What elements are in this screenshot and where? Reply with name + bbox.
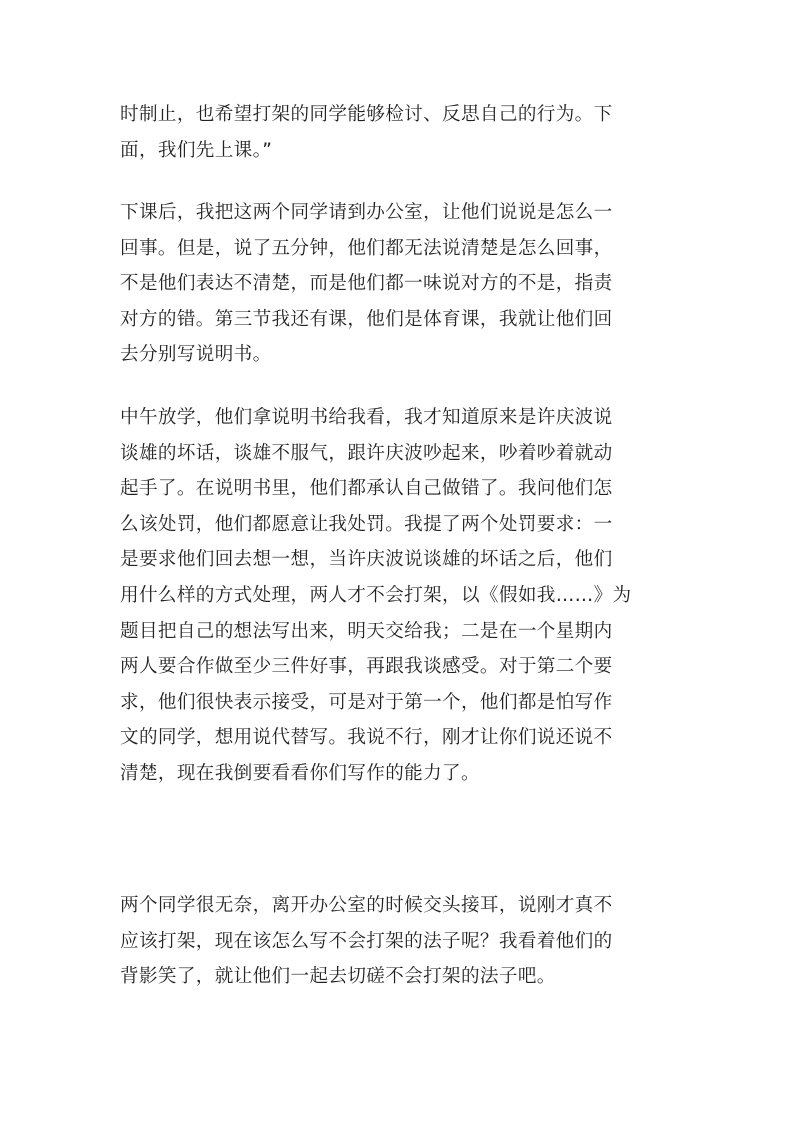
paragraph-line: 清楚，现在我倒要看看你们写作的能力了。	[120, 762, 480, 784]
paragraph-1	[120, 97, 680, 168]
paragraph-line: 谈雄的坏话，谈雄不服气，跟许庆波吵起来，吵着吵着就动	[120, 442, 613, 464]
paragraph-line: 不是他们表达不清楚，而是他们都一味说对方的不是，指责	[120, 273, 613, 295]
paragraph-line: 是要求他们回去想一想，当许庆波说谈雄的坏话之后，他们	[120, 549, 613, 571]
paragraph-line: 两人要合作做至少三件好事，再跟我谈感受。对于第二个要	[120, 656, 613, 678]
paragraph-line: 起手了。在说明书里，他们都承认自己做错了。我问他们怎	[120, 478, 613, 500]
paragraph-line: 中午放学，他们拿说明书给我看，我才知道原来是许庆波说	[120, 407, 613, 428]
paragraph-line: 去分别写说明书。	[120, 344, 272, 366]
paragraph-line: 两个同学很无奈，离开办公室的时候交头接耳，说刚才真不	[120, 895, 613, 916]
paragraph-3	[120, 400, 680, 792]
paragraph-line: 文的同学，想用说代替写。我说不行，刚才让你们说还说不	[120, 727, 613, 749]
paragraph-line: 么该处罚，他们都愿意让我处罚。我提了两个处罚要求：一	[120, 513, 613, 535]
paragraph-line: 回事。但是，说了五分钟，他们都无法说清楚是怎么回事，	[120, 237, 613, 259]
paragraph-2	[120, 195, 680, 373]
paragraph-line: 用什么样的方式处理，两人才不会打架，以《假如我……》为	[120, 584, 632, 606]
paragraph-line: 面，我们先上课。”	[120, 139, 273, 161]
paragraph-line: 题目把自己的想法写出来，明天交给我；二是在一个星期内	[120, 620, 613, 642]
paragraph-line: 对方的错。第三节我还有课，他们是体育课，我就让他们回	[120, 308, 613, 330]
paragraph-line: 时制止，也希望打架的同学能够检讨、反思自己的行为。下	[120, 104, 613, 125]
paragraph-line: 应该打架，现在该怎么写不会打架的法子呢？我看着他们的	[120, 930, 613, 952]
paragraph-4	[120, 888, 680, 995]
paragraph-line: 背影笑了，就让他们一起去切磋不会打架的法子吧。	[120, 966, 556, 988]
paragraph-line: 下课后，我把这两个同学请到办公室，让他们说说是怎么一	[120, 202, 613, 223]
paragraph-line: 求，他们很快表示接受，可是对于第一个，他们都是怕写作	[120, 691, 613, 713]
